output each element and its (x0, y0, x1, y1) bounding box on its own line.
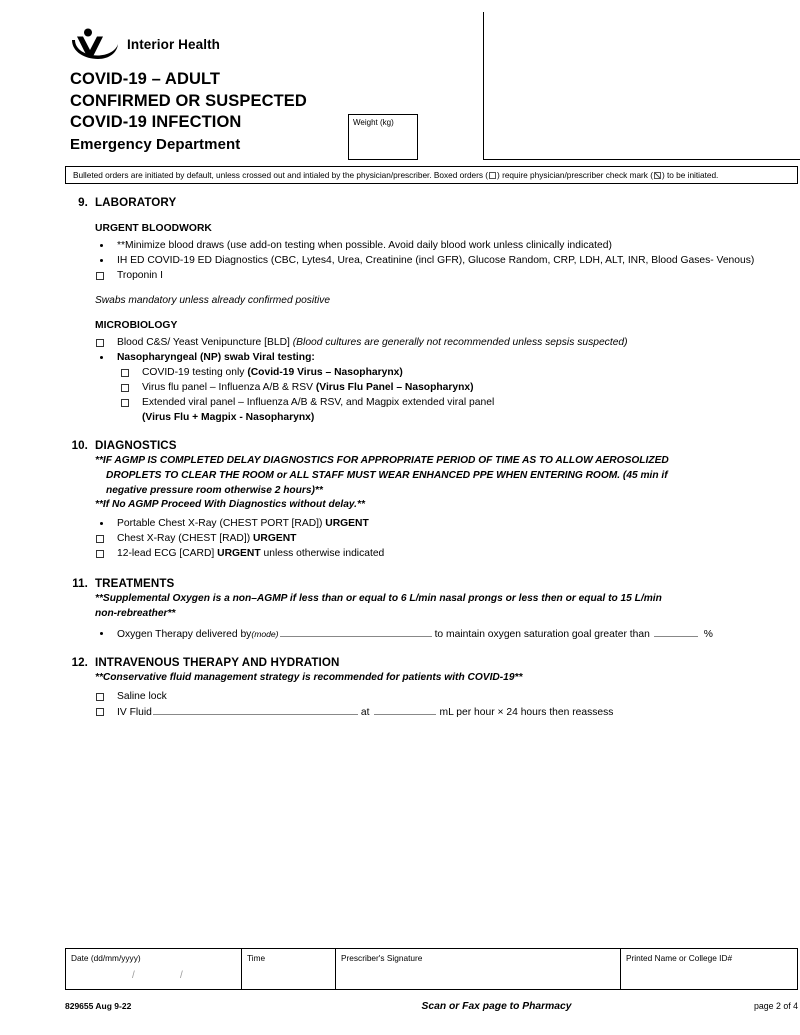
signature-label: Prescriber's Signature (341, 953, 423, 963)
order-item-label: IH ED COVID-19 ED Diagnostics (CBC, Lytes4, Urea, Creatinine (incl GFR), Glucose Random, CRP, LDH, ALT, INR, Blood Gases- Venous) (117, 255, 755, 267)
form-title-line-1: COVID-19 – ADULT (70, 70, 221, 88)
printed-name-cell[interactable] (621, 949, 797, 989)
unchecked-checkbox-icon (489, 172, 496, 179)
order-item-label (117, 335, 800, 350)
agmp-note-line-2: DROPLETS TO CLEAR THE ROOM or ALL STAFF MUST WEAR ENHANCED PPE WHEN ENTERING ROOM. (45 min if (106, 469, 668, 481)
np-item-plain: COVID-19 testing only (142, 367, 248, 379)
header-horizontal-rule (483, 159, 800, 160)
order-item-iv-fluid[interactable] (95, 704, 800, 720)
checkbox-icon[interactable] (95, 531, 117, 543)
instruction-part-3: ) to be initiated. (661, 170, 719, 180)
urgent-bloodwork-heading: URGENT BLOODWORK (95, 223, 212, 234)
order-item-oxygen-therapy[interactable] (95, 626, 800, 642)
section-treatments (65, 577, 800, 641)
section-laboratory-number: 9. (78, 196, 88, 209)
header-vertical-rule (483, 12, 484, 160)
form-title-block (70, 69, 307, 154)
section-treatments-number: 11. (72, 577, 88, 591)
blood-cs-note: (Blood cultures are generally not recommended unless sepsis suspected) (292, 337, 628, 349)
checkbox-icon[interactable] (95, 335, 117, 347)
bullet-icon (95, 626, 117, 635)
urgent-badge: URGENT (325, 518, 369, 530)
no-agmp-note: **If No AGMP Proceed With Diagnostics without delay.** (95, 499, 365, 511)
order-item-label (142, 380, 800, 395)
oxygen-note-line-2: non-rebreather** (95, 607, 176, 619)
form-subtitle: Emergency Department (70, 135, 241, 153)
order-item-label (117, 626, 800, 642)
signature-table (65, 948, 798, 990)
section-diagnostics (65, 439, 800, 561)
date-cell[interactable] (66, 949, 242, 989)
iv-fluid-input[interactable] (153, 704, 358, 715)
blood-cs-text: Blood C&S/ Yeast Venipuncture [BLD] (117, 337, 293, 349)
weight-field[interactable] (348, 114, 418, 160)
iv-rate-input[interactable] (374, 704, 436, 715)
section-iv-heading (65, 656, 800, 669)
date-label: Date (dd/mm/yyyy) (71, 953, 141, 963)
checked-checkbox-icon (654, 172, 661, 179)
section-diagnostics-title: DIAGNOSTICS (95, 439, 177, 453)
section-laboratory (65, 196, 800, 425)
agmp-note-line-3: negative pressure room otherwise 2 hours)** (106, 484, 323, 496)
conservative-fluid-note: **Conservative fluid management strategy is recommended for patients with COVID-19** (95, 671, 523, 683)
instruction-part-1: Bulleted orders are initiated by default, unless crossed out and intialed by the physician/prescriber. Boxed orders ( (73, 170, 489, 180)
page-number: page 2 of 4 (753, 1001, 798, 1011)
section-iv-therapy (65, 656, 800, 721)
date-slash-2: / (180, 970, 183, 981)
order-item-saline-lock[interactable] (95, 689, 800, 704)
form-header (65, 12, 800, 160)
diagnostic-plain: Chest X-Ray (CHEST [RAD]) (117, 533, 253, 545)
microbiology-heading: MICROBIOLOGY (95, 320, 178, 332)
iv-tail-label: mL per hour × 24 hours then reassess (439, 707, 614, 719)
interior-health-logo-icon (70, 28, 120, 60)
section-diagnostics-number: 10. (71, 439, 88, 453)
oxygen-therapy-middle: to maintain oxygen saturation goal greater than (434, 628, 650, 640)
time-label: Time (247, 953, 266, 963)
oxygen-mode-hint: (mode) (251, 628, 279, 639)
section-treatments-heading (65, 577, 800, 590)
checkbox-icon[interactable] (95, 268, 117, 280)
page-footer (65, 1001, 798, 1012)
order-item-label: Saline lock (117, 691, 167, 703)
iv-fluid-label: IV Fluid (117, 707, 152, 719)
bullet-icon (95, 516, 117, 525)
form-title-line-2: CONFIRMED OR SUSPECTED (70, 91, 307, 110)
order-item-label: **Minimize blood draws (use add-on testing when possible. Avoid daily blood work unless clinically indicated) (117, 240, 612, 251)
checkbox-icon[interactable] (120, 365, 142, 377)
supplemental-oxygen-note (95, 592, 800, 621)
section-laboratory-title: LABORATORY (95, 196, 177, 209)
order-item-label (117, 704, 800, 720)
diagnostic-trail: unless otherwise indicated (260, 548, 385, 560)
order-item-blood-cs-yeast-venipuncture[interactable] (95, 335, 800, 350)
order-item-label: Extended viral panel – Influenza A/B & RSV, and Magpix extended viral panel (142, 397, 495, 409)
np-item-code: (Covid-19 Virus – Nasopharynx) (247, 367, 403, 379)
form-number: 829655 Aug 9-22 (65, 1001, 132, 1011)
oxygen-therapy-prefix: Oxygen Therapy delivered by (117, 628, 252, 640)
diagnostic-plain: 12-lead ECG [CARD] (117, 548, 218, 560)
np-swab-heading: Nasopharyngeal (NP) swab Viral testing: (117, 352, 315, 364)
bullet-icon (95, 253, 117, 262)
checkbox-icon[interactable] (120, 395, 142, 407)
order-item-portable-chest-xray[interactable] (95, 516, 800, 531)
extended-viral-panel-code: (Virus Flu + Magpix - Nasopharynx) (142, 412, 315, 424)
np-item-plain: Virus flu panel – Influenza A/B & RSV (142, 382, 316, 394)
section-diagnostics-heading (65, 439, 800, 452)
date-slash-1: / (132, 970, 135, 981)
order-item-minimize-blood-draws[interactable] (95, 238, 800, 253)
urgent-badge: URGENT (217, 548, 261, 560)
printed-name-label: Printed Name or College ID# (626, 953, 733, 963)
instruction-text (73, 170, 718, 180)
order-item-label (117, 546, 800, 561)
checkbox-icon[interactable] (120, 380, 142, 392)
checkbox-icon[interactable] (95, 546, 117, 558)
order-item-label: Troponin I (117, 270, 163, 282)
order-item-label (117, 531, 800, 546)
weight-field-label: Weight (kg) (353, 118, 394, 127)
oxygen-note-line-1: **Supplemental Oxygen is a non–AGMP if less than or equal to 6 L/min nasal prongs or less then or equal to 15 L/min (95, 593, 662, 605)
bullet-icon (95, 238, 117, 247)
order-item-covid-testing-only[interactable] (120, 365, 800, 380)
section-iv-title: INTRAVENOUS THERAPY AND HYDRATION (95, 655, 340, 669)
order-item-label (117, 516, 800, 531)
form-title-line-3: COVID-19 INFECTION (70, 113, 242, 132)
order-item-label (142, 365, 800, 380)
oxygen-saturation-input[interactable] (654, 626, 698, 637)
order-item-ih-ed-covid-diagnostics[interactable] (95, 253, 800, 268)
form-body (65, 196, 800, 720)
instruction-bar (65, 166, 798, 184)
np-item-code: (Virus Flu Panel – Nasopharynx) (315, 382, 474, 394)
order-item-extended-viral-panel[interactable] (120, 395, 800, 410)
iv-at-label: at (360, 707, 370, 719)
order-item-chest-xray[interactable] (95, 531, 800, 546)
instruction-part-2: ) require physician/prescriber check mark ( (497, 170, 653, 180)
checkbox-icon[interactable] (95, 689, 117, 701)
organization-name: Interior Health (127, 36, 221, 52)
bullet-icon (95, 350, 117, 359)
section-iv-number: 12. (71, 655, 88, 669)
prescriber-signature-cell[interactable] (336, 949, 621, 989)
checkbox-icon[interactable] (95, 704, 117, 716)
order-item-virus-flu-panel[interactable] (120, 380, 800, 395)
section-treatments-title: TREATMENTS (95, 577, 175, 591)
scan-fax-note: Scan or Fax page to Pharmacy (421, 1001, 572, 1012)
np-swab-heading-row[interactable] (95, 350, 800, 365)
urgent-badge: URGENT (252, 533, 297, 545)
order-item-12-lead-ecg[interactable] (95, 546, 800, 561)
organization-logo (70, 28, 220, 60)
time-cell[interactable] (242, 949, 336, 989)
oxygen-mode-input[interactable] (280, 626, 432, 637)
agmp-note-line-1: **IF AGMP IS COMPLETED DELAY DIAGNOSTICS FOR APPROPRIATE PERIOD OF TIME AS TO ALLOW AEROSOLIZED (95, 455, 669, 467)
diagnostic-plain: Portable Chest X-Ray (CHEST PORT [RAD]) (117, 518, 326, 530)
agmp-delay-note (95, 454, 800, 498)
section-laboratory-heading (65, 196, 800, 209)
order-item-troponin-i[interactable] (95, 268, 800, 283)
swabs-mandatory-note: Swabs mandatory unless already confirmed positive (95, 295, 330, 307)
oxygen-percent-unit: % (703, 628, 713, 640)
